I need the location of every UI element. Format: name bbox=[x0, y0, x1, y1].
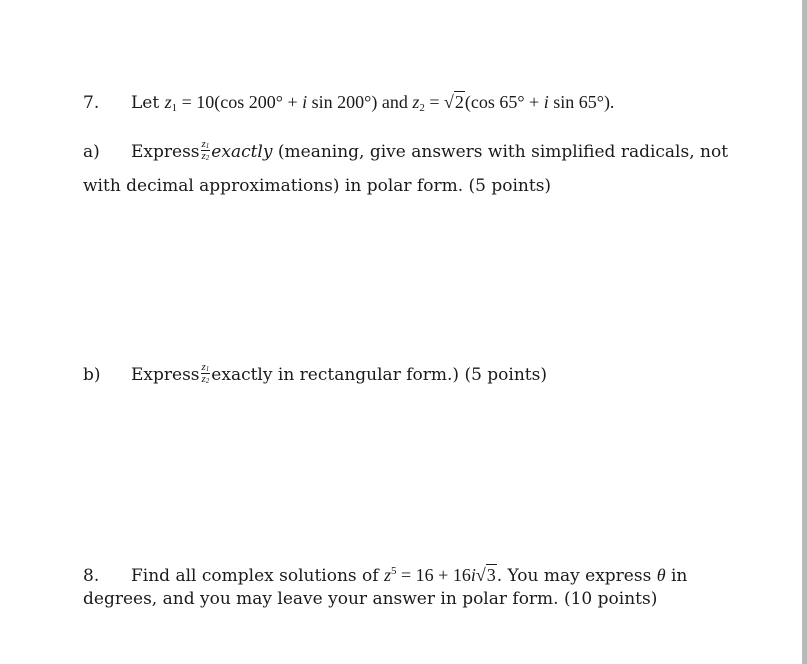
question-7a-line-1 bbox=[83, 138, 729, 164]
question-7-line bbox=[83, 91, 614, 114]
question-7b-rest: exactly in rectangular form.) (5 points) bbox=[211, 365, 547, 385]
question-8-find: Find all complex solutions of bbox=[131, 566, 379, 586]
question-7b-line bbox=[83, 361, 547, 387]
sqrt-2: √2 bbox=[443, 92, 464, 112]
question-8-line-1 bbox=[83, 564, 687, 587]
equation-z5: $z^5 = 16 + 16i√3$ bbox=[384, 565, 496, 585]
fraction-z1-over-z2-b: $\frac{z_1}{z_2}$ bbox=[201, 361, 210, 385]
z1-definition: $z_1 = 10(\cos$ 200° + i sin 200°) and bbox=[164, 92, 413, 114]
question-8-line-2: degrees, and you may leave your answer in polar form. (10 points) bbox=[83, 589, 658, 609]
question-7a-exactly: exactly bbox=[211, 142, 273, 162]
question-7a-line-2: with decimal approximations) in polar form. (5 points) bbox=[83, 176, 552, 196]
question-7-number: 7. bbox=[83, 93, 100, 113]
sqrt-3: √3 bbox=[475, 565, 496, 585]
z2-definition: $z_2 = √2(\cos$ 65° + i sin 65°). bbox=[412, 92, 615, 114]
theta-symbol: θ bbox=[656, 565, 666, 585]
question-7a-rest: (meaning, give answers with simplified radicals, not bbox=[277, 142, 729, 162]
question-7-let: Let bbox=[131, 93, 160, 113]
question-8-number: 8. bbox=[83, 566, 100, 586]
question-7a-label: a) bbox=[83, 142, 100, 162]
question-8-in: in bbox=[670, 566, 688, 586]
question-8-rest: . You may express bbox=[496, 566, 652, 586]
question-7b-express: Express bbox=[131, 365, 200, 385]
page-edge bbox=[802, 0, 807, 664]
question-7a-express: Express bbox=[131, 142, 200, 162]
fraction-z1-over-z2-a: $\frac{z_1}{z_2}$ bbox=[201, 138, 210, 162]
question-7b-label: b) bbox=[83, 365, 101, 385]
